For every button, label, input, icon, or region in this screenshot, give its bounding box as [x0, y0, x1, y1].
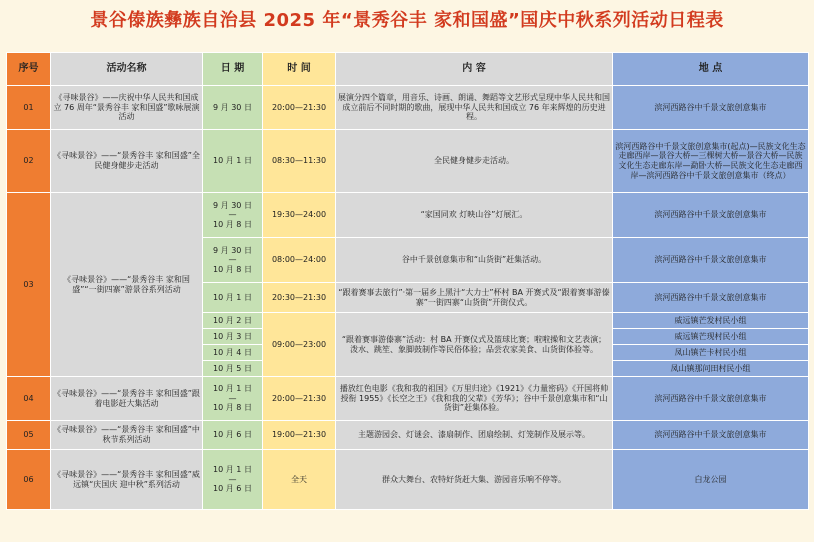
- activity-name: 《寻味景谷》——“景秀谷丰 家和国盛”中秋节系列活动: [51, 421, 203, 450]
- activity-place: 滨河西路谷中千景文旅创意集市(起点)—民族文化生态走廊西岸—景谷大桥—三棵树大桥—景谷大桥—民族文化生态走廊东岸—勐卧大桥—民族文化生态走廊西岸—滨河西路谷中千景文旅创意集市（终点）: [613, 130, 809, 193]
- date-end: 10 月 6 日: [213, 484, 252, 494]
- activity-place: 滨河西路谷中千景文旅创意集市: [613, 193, 809, 238]
- activity-content: 播放红色电影《我和我的祖国》《万里归途》《1921》《力量密码》《开国将帅授衔 1955》《长空之王》《我和我的父辈》《芳华》；谷中千景创意集市和“山货街”赶集体验。: [336, 377, 613, 421]
- activity-content: 谷中千景创意集市和“山货街”赶集活动。: [336, 238, 613, 283]
- activity-name: 《寻味景谷》——“景秀谷丰 家和国盛”威远镇“庆国庆 迎中秋”系列活动: [51, 450, 203, 510]
- table-row: [7, 130, 809, 193]
- date-start: 9 月 30 日: [213, 200, 252, 210]
- header-row: [7, 53, 809, 86]
- date-end: 10 月 8 日: [213, 264, 252, 274]
- activity-place: 凤山镇那问田村民小组: [613, 361, 809, 377]
- activity-content: 主题游园会、灯谜会、漆扇制作、团扇绘制、灯笼制作及展示等。: [336, 421, 613, 450]
- date-start: 10 月 1 日: [213, 384, 252, 394]
- activity-place: 滨河西路谷中千景文旅创意集市: [613, 238, 809, 283]
- activity-date: 10 月 1 日: [203, 130, 263, 193]
- activity-date: 10 月 4 日: [203, 345, 263, 361]
- activity-date-range: [203, 238, 263, 283]
- date-start: 10 月 1 日: [213, 465, 252, 475]
- activity-time: 19:00—21:30: [263, 421, 336, 450]
- activity-place: 白龙公园: [613, 450, 809, 510]
- activity-place: 滨河西路谷中千景文旅创意集市: [613, 377, 809, 421]
- activity-time: 20:00—21:30: [263, 377, 336, 421]
- activity-content: 展演分四个篇章，用音乐、诗画、朗诵、舞蹈等文艺形式呈现中华人民共和国成立前后不同时期的歌曲，展现中华人民共和国成立 76 年来辉煌的历史进程。: [336, 86, 613, 130]
- header-place: 地 点: [613, 53, 809, 86]
- activity-date: 10 月 1 日: [203, 283, 263, 313]
- header-name: 活动名称: [51, 53, 203, 86]
- date-start: 9 月 30 日: [213, 245, 252, 255]
- activity-date: 10 月 2 日: [203, 313, 263, 329]
- page-title: 景谷傣族彝族自治县 2025 年“景秀谷丰 家和国盛”国庆中秋系列活动日程表: [90, 10, 724, 31]
- activity-place: 威远镇芒现村民小组: [613, 329, 809, 345]
- activity-date-range: [203, 193, 263, 238]
- activity-date: 9 月 30 日: [203, 86, 263, 130]
- row-no: 02: [7, 130, 51, 193]
- activity-time: 08:00—24:00: [263, 238, 336, 283]
- table-row: [7, 193, 809, 238]
- activity-date: 10 月 5 日: [203, 361, 263, 377]
- header-date: 日 期: [203, 53, 263, 86]
- schedule-table: [6, 52, 809, 510]
- date-dash: —: [228, 393, 237, 403]
- activity-date: 10 月 3 日: [203, 329, 263, 345]
- activity-place: 凤山镇芒卡村民小组: [613, 345, 809, 361]
- activity-name: 《寻味景谷》——“景秀谷丰 家和国盛”全民健身健步走活动: [51, 130, 203, 193]
- row-no: 06: [7, 450, 51, 510]
- activity-time: 全天: [263, 450, 336, 510]
- row-no: 05: [7, 421, 51, 450]
- date-dash: —: [228, 255, 237, 265]
- header-no: 序号: [7, 53, 51, 86]
- activity-date: 10 月 6 日: [203, 421, 263, 450]
- table-row: [7, 86, 809, 130]
- table-row: [7, 377, 809, 421]
- date-dash: —: [228, 474, 237, 484]
- date-end: 10 月 8 日: [213, 403, 252, 413]
- activity-name: 《寻味景谷》——庆祝中华人民共和国成立 76 周年“景秀谷丰 家和国盛”歌咏展演活动: [51, 86, 203, 130]
- table-row: [7, 421, 809, 450]
- activity-content: “跟着赛事游傣寨”活动：村 BA 开赛仪式及篮球比赛；啦啦操和文艺表演；泼水、跳笙、象脚鼓制作等民俗体验；品尝农家美食、山货街体验等。: [336, 313, 613, 377]
- row-no: 04: [7, 377, 51, 421]
- activity-content: “跟着赛事去旅行”·第一届乡上黑汁“大力士”杯村 BA 开赛式及“跟着赛事游傣寨”一街四寨“山货街”开街仪式。: [336, 283, 613, 313]
- activity-time: 08:30—11:30: [263, 130, 336, 193]
- table-row: [7, 450, 809, 510]
- activity-time: 09:00—23:00: [263, 313, 336, 377]
- activity-content: “家国同欢 灯映山谷”灯展汇。: [336, 193, 613, 238]
- activity-content: 群众大舞台、农特好货赶大集、游园音乐响不停等。: [336, 450, 613, 510]
- activity-date-range: [203, 450, 263, 510]
- activity-content: 全民健身健步走活动。: [336, 130, 613, 193]
- activity-place: 滨河西路谷中千景文旅创意集市: [613, 421, 809, 450]
- activity-time: 19:30—24:00: [263, 193, 336, 238]
- activity-date-range: [203, 377, 263, 421]
- header-content: 内 容: [336, 53, 613, 86]
- activity-place: 滨河西路谷中千景文旅创意集市: [613, 86, 809, 130]
- row-no: 03: [7, 193, 51, 377]
- activity-time: 20:00—21:30: [263, 86, 336, 130]
- header-time: 时 间: [263, 53, 336, 86]
- activity-name: 《寻味景谷》——“景秀谷丰 家和国盛”“一街四寨”游景谷系列活动: [51, 193, 203, 377]
- date-end: 10 月 8 日: [213, 219, 252, 229]
- activity-place: 威远镇芒发村民小组: [613, 313, 809, 329]
- activity-name: 《寻味景谷》——“景秀谷丰 家和国盛”跟着电影赶大集活动: [51, 377, 203, 421]
- activity-place: 滨河西路谷中千景文旅创意集市: [613, 283, 809, 313]
- date-dash: —: [228, 210, 237, 220]
- activity-time: 20:30—21:30: [263, 283, 336, 313]
- row-no: 01: [7, 86, 51, 130]
